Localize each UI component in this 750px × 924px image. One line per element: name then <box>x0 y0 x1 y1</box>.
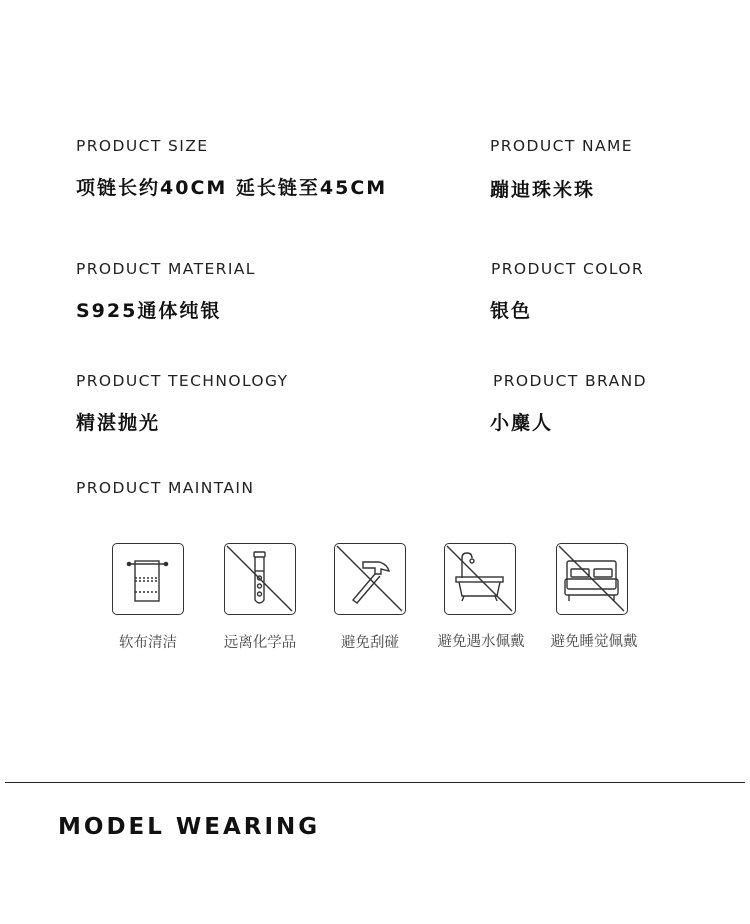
no-bath-icon <box>444 543 516 615</box>
no-chemicals-icon <box>224 543 296 615</box>
product-material-label: PRODUCT MATERIAL <box>76 260 256 278</box>
product-brand-value: 小麋人 <box>490 412 554 434</box>
care-label-water: 避免遇水佩戴 <box>437 634 525 650</box>
care-label-sleep: 避免睡觉佩戴 <box>550 634 638 650</box>
product-material-value: S925通体纯银 <box>76 300 222 322</box>
product-technology-label: PRODUCT TECHNOLOGY <box>76 372 289 390</box>
product-technology-value: 精湛抛光 <box>76 412 161 434</box>
section-divider <box>5 782 745 783</box>
no-bed-icon <box>556 543 628 615</box>
no-hammer-icon <box>334 543 406 615</box>
product-color-label: PRODUCT COLOR <box>491 260 645 278</box>
care-label-chemicals: 远离化学品 <box>223 635 297 651</box>
towel-icon <box>112 543 184 615</box>
product-brand-label: PRODUCT BRAND <box>493 372 647 390</box>
product-name-label: PRODUCT NAME <box>490 137 633 155</box>
product-name-value: 蹦迪珠米珠 <box>490 179 596 201</box>
model-wearing-title: MODEL WEARING <box>58 814 321 840</box>
product-size-value: 项链长约40CM 延长链至45CM <box>76 177 388 199</box>
product-size-label: PRODUCT SIZE <box>76 137 209 155</box>
care-label-scratch: 避免刮碰 <box>341 635 399 651</box>
product-color-value: 银色 <box>490 300 533 322</box>
care-label-soft-cloth: 软布清洁 <box>119 635 177 651</box>
product-maintain-label: PRODUCT MAINTAIN <box>76 479 255 497</box>
